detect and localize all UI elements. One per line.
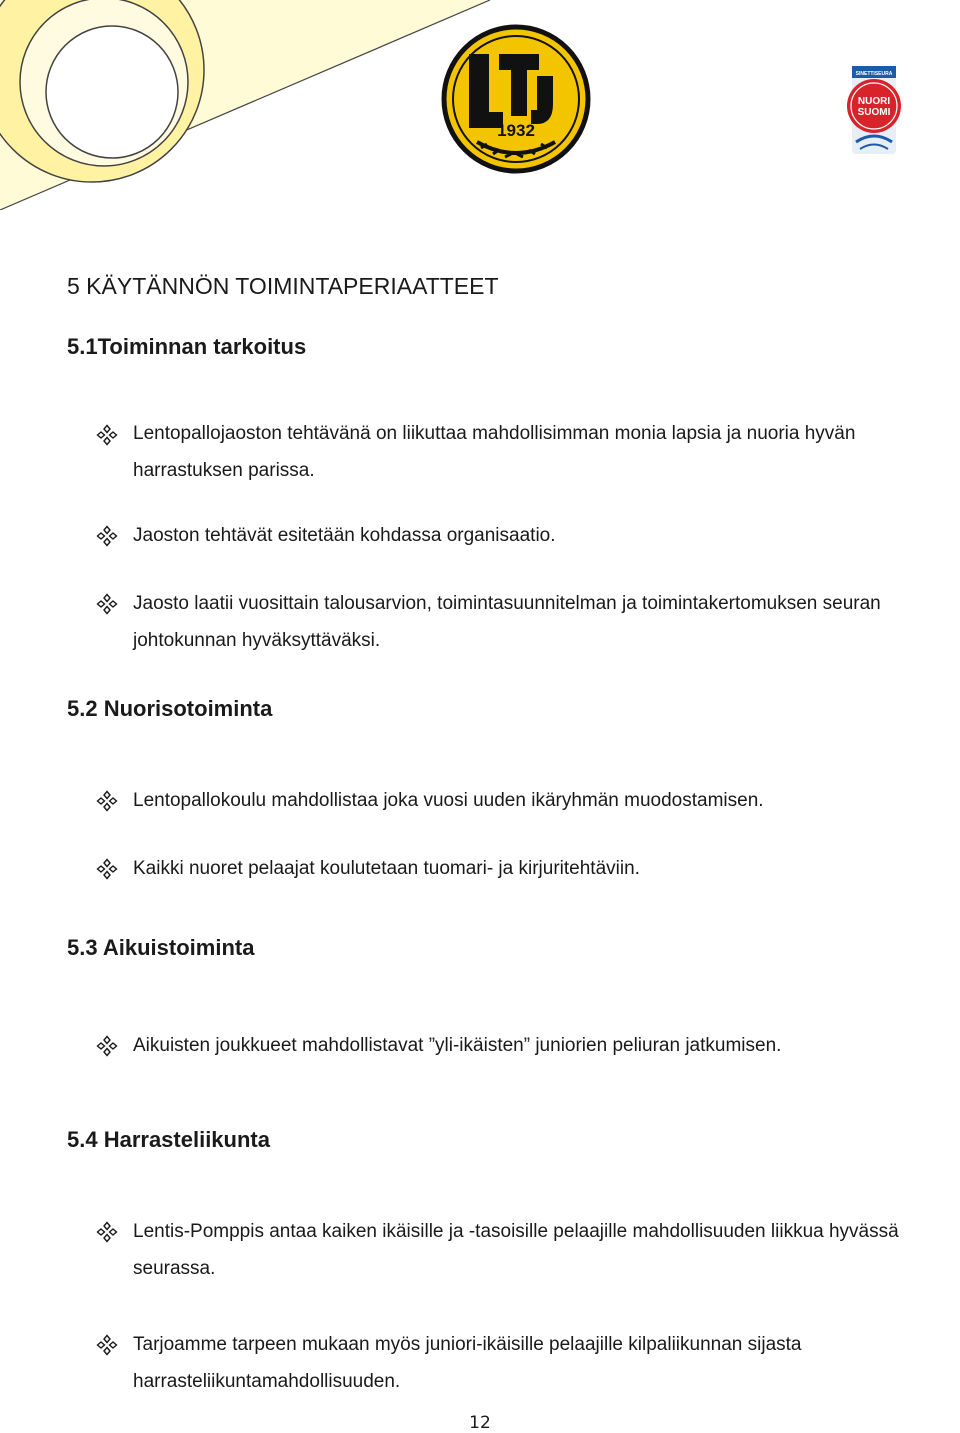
partner-logo-small-text: SINETTISEURA [855, 71, 893, 77]
diamond-bullet-icon [96, 858, 118, 880]
list-item: Aikuisten joukkueet mahdollistavat ”yli-ikäisten” juniorien peliuran jatkumisen. [133, 1035, 782, 1056]
diamond-bullet-icon [96, 1221, 118, 1243]
list-item: Jaosto laatii vuosittain talousarvion, toimintasuunnitelman ja toimintakertomuksen seuran johtokunnan hyväksyttäväksi. [133, 593, 881, 651]
diamond-bullet-icon [96, 525, 118, 547]
nuori-suomi-logo [838, 62, 910, 160]
list-item: Tarjoamme tarpeen mukaan myös juniori-ikäisille pelaajille kilpaliikunnan sijasta harrasteliikuntamahdollisuuden. [133, 1334, 802, 1392]
list-item: Lentopallokoulu mahdollistaa joka vuosi uuden ikäryhmän muodostamisen. [133, 790, 764, 811]
partner-logo-text-1: NUORI [857, 96, 891, 107]
page-section-title: 5 KÄYTÄNNÖN TOIMINTAPERIAATTEET [67, 273, 499, 299]
club-logo-year: 1932 [497, 121, 535, 140]
diamond-bullet-icon [96, 424, 118, 446]
list-item: Lentopallojaoston tehtävänä on liikuttaa mahdollisimman monia lapsia ja nuoria hyvän harrastuksen parissa. [133, 423, 856, 481]
diamond-bullet-icon [96, 790, 118, 812]
partner-logo-text-2: SUOMI [857, 107, 891, 118]
page-number: 12 [469, 1413, 491, 1433]
club-emblem-logo [441, 24, 591, 174]
list-item: Jaoston tehtävät esitetään kohdassa organisaatio. [133, 525, 556, 546]
heading-5-2: 5.2 Nuorisotoiminta [67, 696, 273, 721]
heading-5-4: 5.4 Harrasteliikunta [67, 1127, 270, 1152]
diamond-bullet-icon [96, 593, 118, 615]
diamond-bullet-icon [96, 1035, 118, 1057]
list-item: Lentis-Pomppis antaa kaiken ikäisille ja -tasoisille pelaajille mahdollisuuden liikkua hyvässä seurassa. [133, 1221, 899, 1279]
heading-5-1: 5.1Toiminnan tarkoitus [67, 334, 307, 359]
diamond-bullet-icon [96, 1334, 118, 1356]
heading-5-3: 5.3 Aikuistoiminta [67, 935, 255, 960]
list-item: Kaikki nuoret pelaajat koulutetaan tuomari- ja kirjuritehtäviin. [133, 858, 640, 879]
corner-circles-decoration [0, 0, 495, 210]
